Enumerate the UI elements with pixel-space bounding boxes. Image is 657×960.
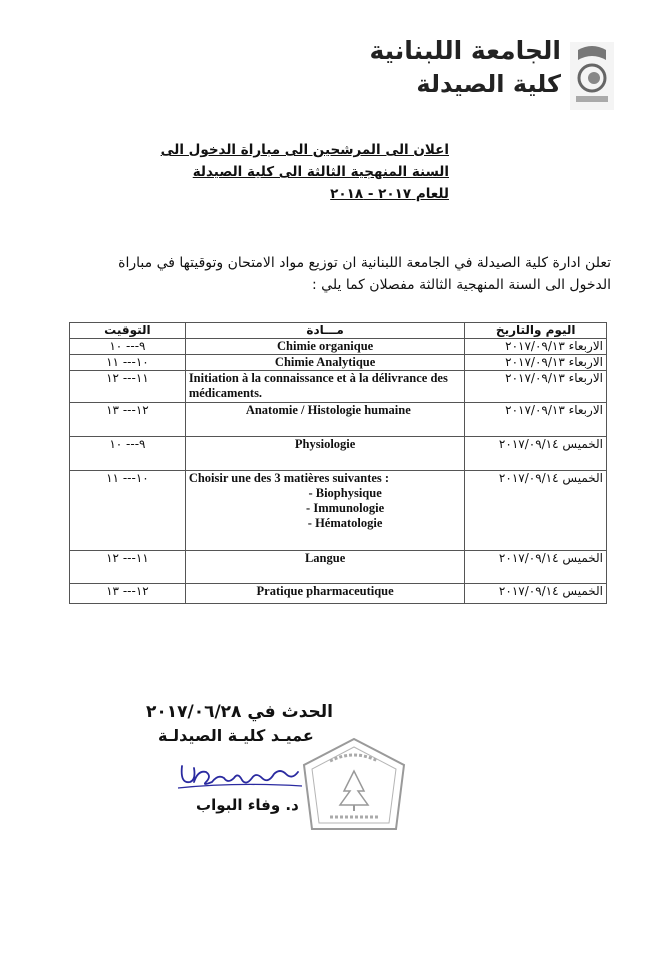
row-subject: Chimie organique [185,339,465,355]
row-subject: Choisir une des 3 matières suivantes : [188,471,390,485]
row-subject: Chimie Analytique [185,355,465,371]
exam-schedule-table [69,322,607,604]
row-time: ١٢--- ١٣ [70,584,186,604]
row-time: ٩--- ١٠ [70,437,186,471]
row-day: الاربعاء ٢٠١٧/٠٩/١٣ [465,371,607,403]
table-row [70,403,607,437]
header-subject: مـــادة [185,323,465,339]
announcement-line-1: اعلان الى المرشحين الى مباراة الدخول الى [160,142,449,158]
row-day: الخميس ٢٠١٧/٠٩/١٤ [465,584,607,604]
row-day: الاربعاء ٢٠١٧/٠٩/١٣ [465,339,607,355]
header-time: التوقيت [70,323,186,339]
row-day: الاربعاء ٢٠١٧/٠٩/١٣ [465,355,607,371]
row-time: ١٢--- ١٣ [70,403,186,437]
university-name: الجامعة اللبنانية [369,36,561,65]
table-row [70,551,607,584]
dean-title: عميـد كليـة الصيدلـة [158,726,314,745]
subject-option: - Hématologie [307,516,383,530]
table-row [70,355,607,371]
row-day: الخميس ٢٠١٧/٠٩/١٤ [465,551,607,584]
table-row [70,371,607,403]
row-time: ٩--- ١٠ [70,339,186,355]
issue-date: الحدث في ٢٠١٧/٠٦/٢٨ [146,702,333,722]
table-row [70,584,607,604]
faculty-name: كلية الصيدلة [416,70,561,98]
faculty-stamp-icon [300,735,408,835]
intro-line-2: الدخول الى السنة المنهجية الثالثة مفصلان كما يلي : [312,277,611,293]
announcement-line-3: للعام ٢٠١٧ - ٢٠١٨ [330,186,449,202]
row-day: الخميس ٢٠١٧/٠٩/١٤ [465,471,607,551]
row-subject-group [185,471,465,551]
table-header-row [70,323,607,339]
row-time: ١١--- ١٢ [70,371,186,403]
signature-icon [176,760,306,794]
header-day: اليوم والتاريخ [465,323,607,339]
row-subject: Langue [185,551,465,584]
row-subject: Anatomie / Histologie humaine [185,403,465,437]
row-time: ١٠--- ١١ [70,471,186,551]
row-subject: Pratique pharmaceutique [185,584,465,604]
intro-line-1: تعلن ادارة كلية الصيدلة في الجامعة اللبنانية ان توزيع مواد الامتحان وتوقيتها في مباراة [118,255,611,271]
row-day: الخميس ٢٠١٧/٠٩/١٤ [465,437,607,471]
row-day: الاربعاء ٢٠١٧/٠٩/١٣ [465,403,607,437]
table-row [70,471,607,551]
row-subject: Initiation à la connaissance et à la délivrance des médicaments. [185,371,465,403]
university-logo-icon [570,40,614,112]
row-subject: Physiologie [185,437,465,471]
subject-option: - Biophysique [308,486,382,500]
row-time: ١٠--- ١١ [70,355,186,371]
table-row [70,339,607,355]
announcement-line-2: السنة المنهجية الثالثة الى كلية الصيدلة [192,164,449,180]
dean-name: د. وفاء البواب [196,796,299,814]
subject-option: - Immunologie [306,501,385,515]
row-time: ١١--- ١٢ [70,551,186,584]
table-row [70,437,607,471]
